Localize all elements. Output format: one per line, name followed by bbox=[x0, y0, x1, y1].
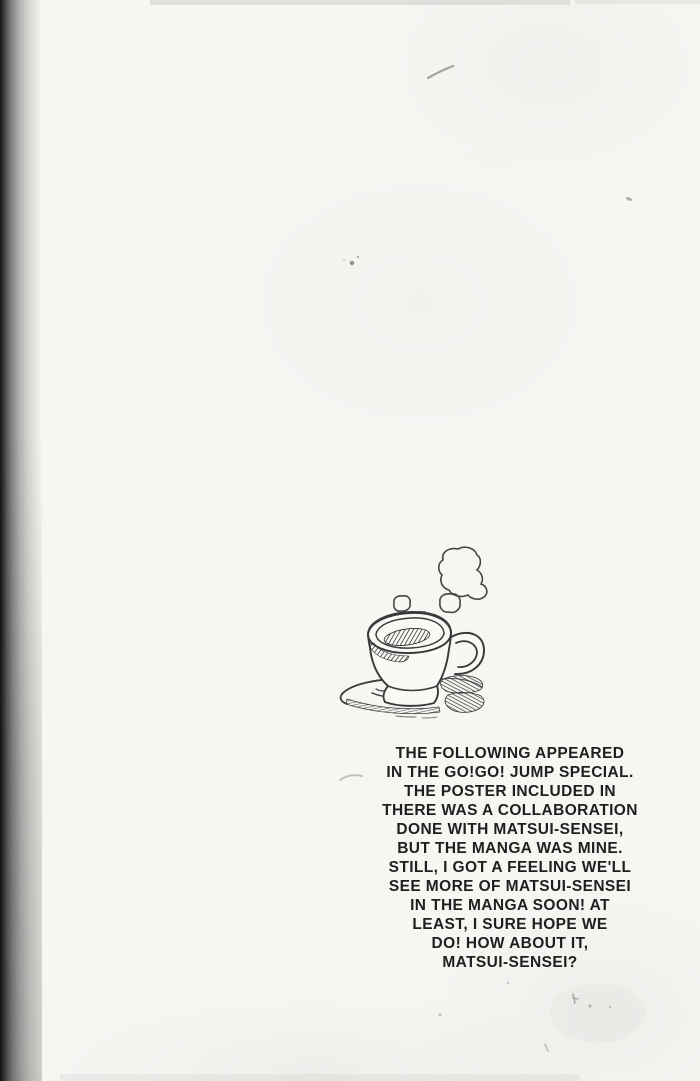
author-note-line: THE POSTER INCLUDED IN bbox=[403, 783, 617, 800]
page-binding-edge bbox=[0, 0, 42, 1081]
author-note bbox=[350, 744, 670, 972]
author-note-line: DONE WITH MATSUI-SENSEI, bbox=[396, 821, 624, 838]
author-note-line: DO! HOW ABOUT IT, bbox=[431, 935, 589, 952]
author-note-line: IN THE GO!GO! JUMP SPECIAL. bbox=[386, 764, 634, 781]
author-note-line: LEAST, I SURE HOPE WE bbox=[412, 916, 608, 933]
cup-body-sketch bbox=[368, 612, 451, 706]
author-note-line: THE FOLLOWING APPEARED bbox=[395, 745, 625, 762]
author-note-line: THERE WAS A COLLABORATION bbox=[382, 802, 638, 819]
author-note-line: BUT THE MANGA WAS MINE. bbox=[397, 840, 623, 857]
coffee-cup-illustration bbox=[330, 545, 500, 735]
cup-handle-sketch bbox=[451, 633, 484, 674]
steam-puffs-sketch bbox=[394, 547, 487, 612]
author-note-line: MATSUI-SENSEI? bbox=[442, 954, 578, 971]
author-note-line: IN THE MANGA SOON! AT bbox=[410, 897, 610, 914]
author-note-line: SEE MORE OF MATSUI-SENSEI bbox=[388, 878, 632, 895]
author-note-line: STILL, I GOT A FEELING WE'LL bbox=[388, 859, 632, 876]
saucer-shadow-hatching bbox=[441, 676, 484, 713]
